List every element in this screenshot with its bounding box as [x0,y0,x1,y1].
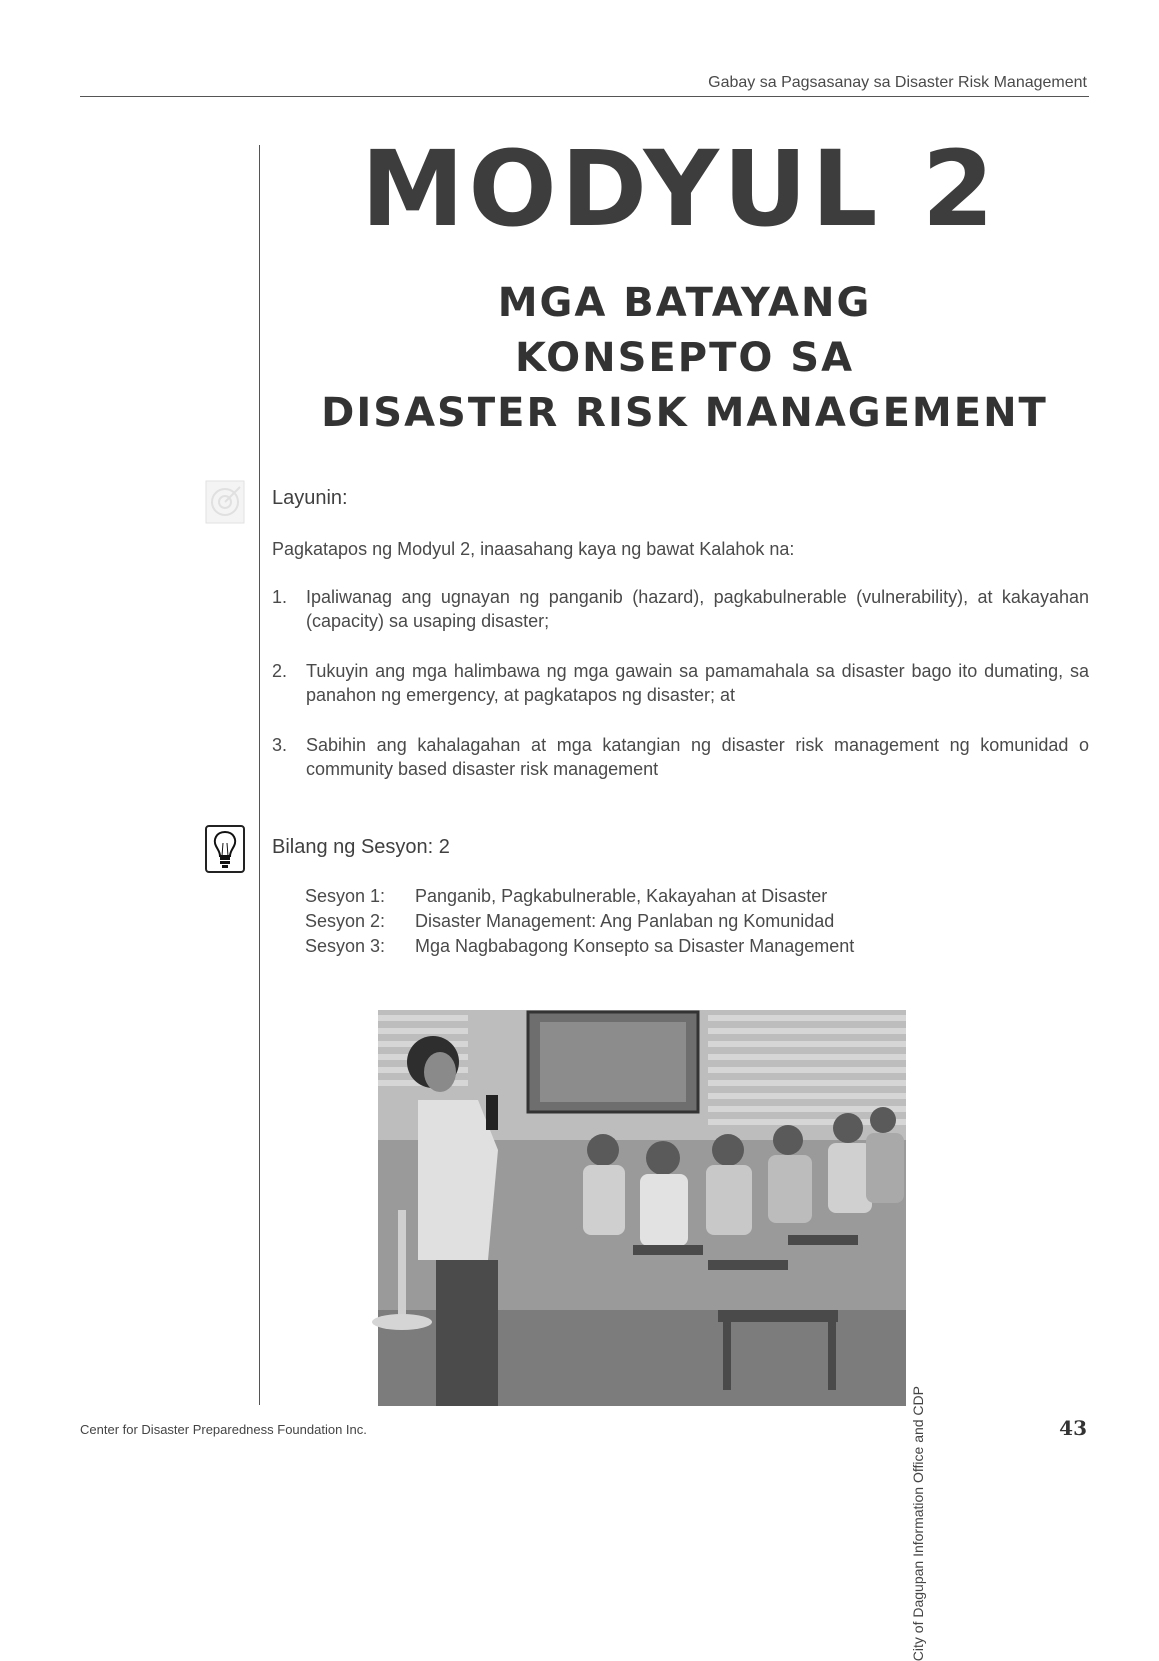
sessions-list [305,884,854,959]
running-header: Gabay sa Pagsasanay sa Disaster Risk Management [708,74,1087,91]
sessions-heading: Bilang ng Sesyon: 2 [272,836,450,858]
lightbulb-icon [205,825,245,869]
list-item [272,733,1089,781]
objectives-intro: Pagkatapos ng Modyul 2, inaasahang kaya ng bawat Kalahok na: [272,539,795,559]
list-item [272,659,1089,707]
session-title: Panganib, Pagkabulnerable, Kakayahan at Disaster [415,886,828,906]
objectives-heading: Layunin: [272,487,348,509]
session-label: Sesyon 2: [305,911,386,931]
session-label: Sesyon 3: [305,936,386,956]
training-photo [378,1010,906,1406]
list-item-text: Tukuyin ang mga halimbawa ng mga gawain sa pamamahala sa disaster bago ito dumating, sa panahon ng emergency, at pagkatapos ng disaster; at [306,661,1089,705]
list-item-number: 2. [272,661,288,681]
target-icon [205,480,245,524]
footer-organization: Center for Disaster Preparedness Foundation Inc. [80,1422,367,1437]
photo-credit [907,1010,929,1661]
session-title: Disaster Management: Ang Panlaban ng Komunidad [415,911,835,931]
list-item [272,585,1089,633]
photo-credit-text: City of Dagupan Information Office and CDP [910,1386,926,1661]
list-item-text: Ipaliwanag ang ugnayan ng panganib (hazard), pagkabulnerable (vulnerability), at kakayahan (capacity) sa usaping disaster; [306,587,1089,631]
list-item-text: Sabihin ang kahalagahan at mga katangian ng disaster risk management ng komunidad o community based disaster risk management [306,735,1089,779]
subtitle-line-1: MGA BATAYANG [497,280,872,326]
margin-rule [259,145,260,1405]
subtitle-line-3: DISASTER RISK MANAGEMENT [321,390,1048,436]
objectives-list [272,585,1089,807]
module-title: MODYUL 2 [360,128,999,250]
list-item [305,909,854,934]
list-item-number: 3. [272,735,288,755]
list-item [305,934,854,959]
session-label: Sesyon 1: [305,886,386,906]
subtitle-line-2: KONSEPTO SA [514,335,855,381]
list-item [305,884,854,909]
page-number: 43 [1059,1416,1087,1440]
session-title: Mga Nagbabagong Konsepto sa Disaster Management [415,936,855,956]
module-subtitle [270,276,1099,441]
list-item-number: 1. [272,587,288,607]
header-rule [80,96,1089,97]
